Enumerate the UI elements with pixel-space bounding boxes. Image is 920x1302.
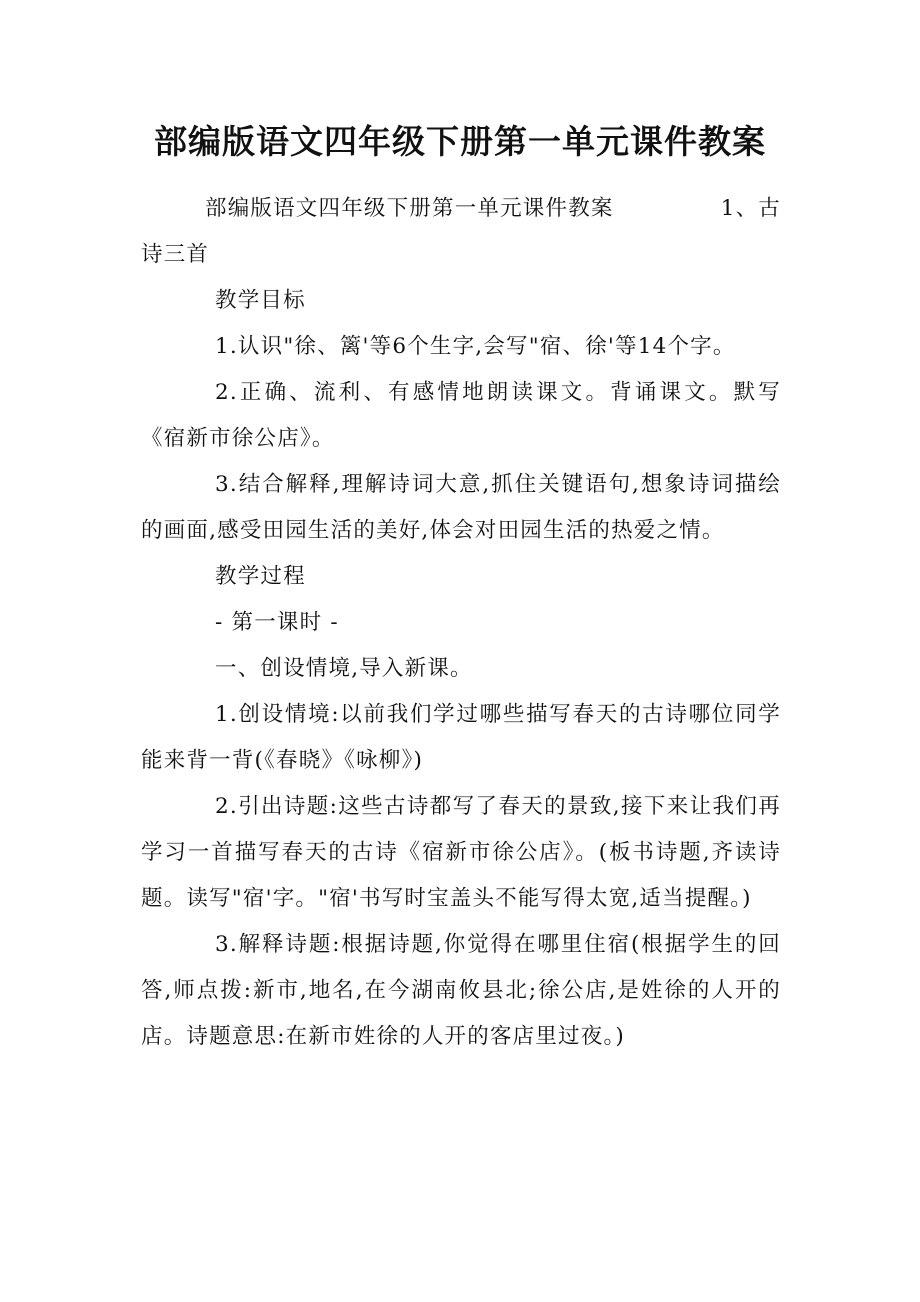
intro-first-line <box>141 186 781 232</box>
paragraph-objective-3: 3.结合解释,理解诗词大意,抓住关键语句,想象诗词描绘的画面,感受田园生活的美好,体会对田园生活的热爱之情。 <box>141 472 781 543</box>
paragraph-process-heading: 教学过程 <box>215 564 306 589</box>
intro-left-text: 部编版语文四年级下册第一单元课件教案 <box>205 196 614 221</box>
paragraph-step-1-1: 1.创设情境:以前我们学过哪些描写春天的古诗哪位同学能来背一背(《春晓》《咏柳》) <box>141 702 781 773</box>
document-body <box>141 186 781 1060</box>
paragraph-objective-1: 1.认识"徐、篱'等6个生字,会写"宿、徐'等14个字。 <box>215 334 736 359</box>
paragraph-objective-2: 2.正确、流利、有感情地朗读课文。背诵课文。默写《宿新市徐公店》。 <box>141 380 781 451</box>
paragraph-step-1-2: 2.引出诗题:这些古诗都写了春天的景致,接下来让我们再学习一首描写春天的古诗《宿新市徐公店》。(板书诗题,齐读诗题。读写"宿'字。"宿'书写时宝盖头不能写得太宽,适当提醒。) <box>141 794 781 911</box>
intro-paragraph <box>141 186 781 278</box>
intro-right-text: 1、古 <box>720 196 781 221</box>
intro-continuation: 诗三首 <box>141 242 210 267</box>
paragraph-step-1-3: 3.解释诗题:根据诗题,你觉得在哪里住宿(根据学生的回答,师点拨:新市,地名,在今湖南攸县北;徐公店,是姓徐的人开的店。诗题意思:在新市姓徐的人开的客店里过夜。) <box>141 932 781 1049</box>
paragraph-objectives-heading: 教学目标 <box>215 288 306 313</box>
document-title: 部编版语文四年级下册第一单元课件教案 <box>154 122 766 161</box>
paragraph-lesson-one: - 第一课时 - <box>215 610 339 635</box>
paragraph-step-one: 一、创设情境,导入新课。 <box>215 656 473 681</box>
